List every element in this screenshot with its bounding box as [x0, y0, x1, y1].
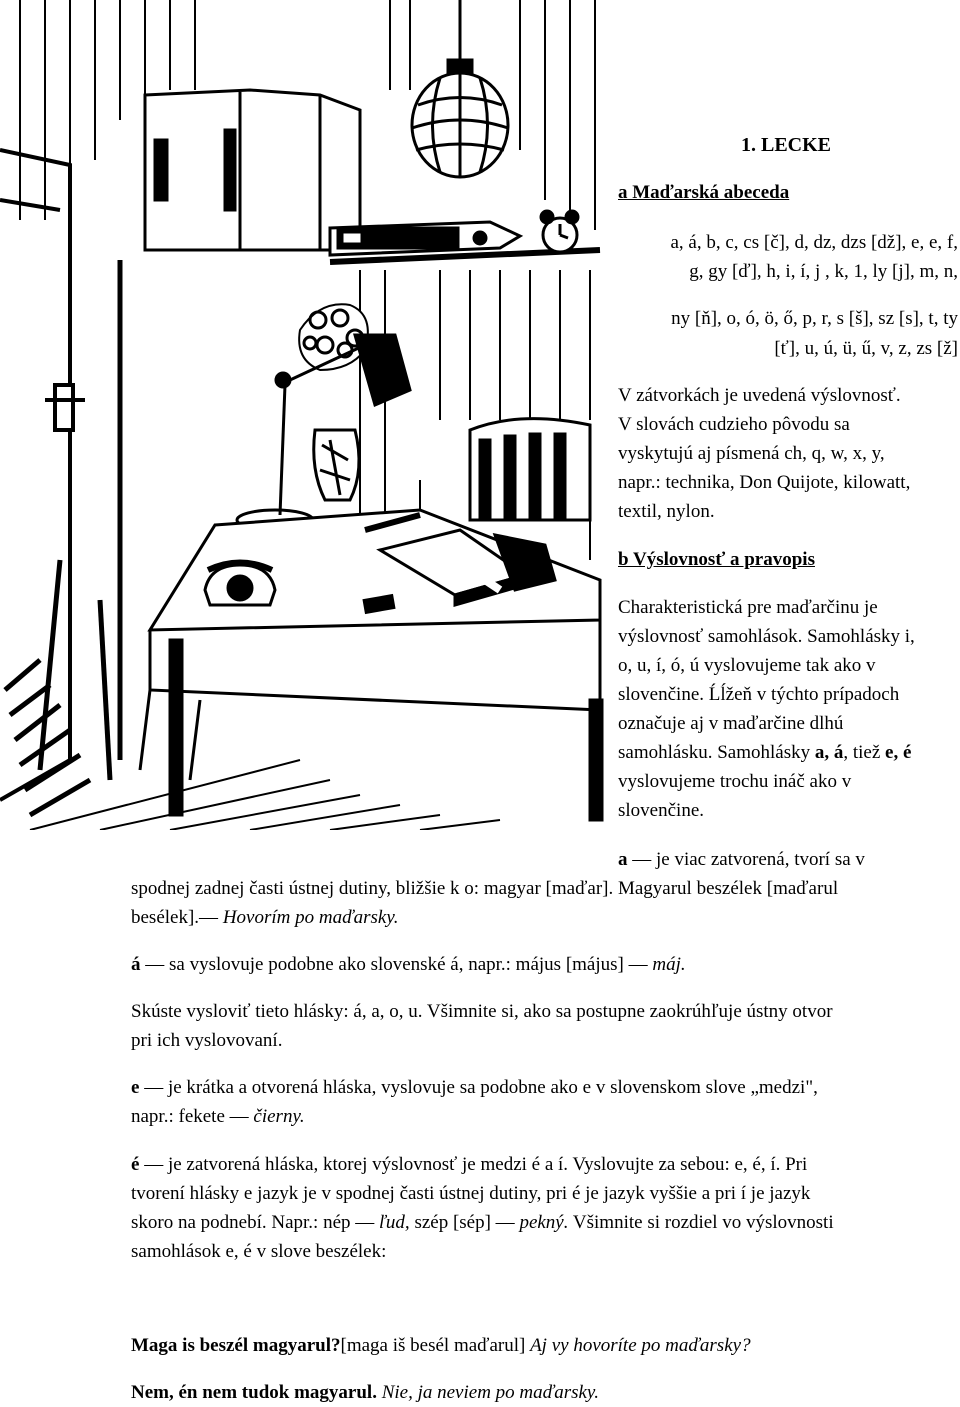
- chair: [470, 419, 590, 520]
- dialog-question: Maga is beszél magyarul?[maga iš besél maďarul] Aj vy hovoríte po maďarsky?: [131, 1335, 751, 1356]
- door: [0, 150, 85, 800]
- kitchen-illustration: [0, 0, 615, 830]
- door-stripes: [40, 260, 120, 780]
- para-ee-line-4: samohlások e, é v slove beszélek:: [131, 1241, 387, 1262]
- para-aa: á — sa vyslovuje podobne ako slovenské á, napr.: május [május] — máj.: [131, 954, 686, 975]
- section-b-heading: b Výslovnosť a pravopis: [618, 549, 815, 570]
- para-a-line-2: spodnej zadnej časti ústnej dutiny, bližšie k o: magyar [maďar]. Magyarul beszélek [maďarul: [131, 878, 839, 899]
- note-line: V slovách cudzieho pôvodu sa: [618, 414, 850, 435]
- para-e-line-2: napr.: fekete — čierny.: [131, 1106, 305, 1127]
- b-text-line: vyslovujeme trochu ináč ako v: [618, 771, 852, 792]
- alphabet-line-2: g, gy [ď], h, i, í, j , k, 1, ly [j], m, n,: [689, 261, 958, 282]
- telephone: [205, 563, 275, 606]
- note-line: V zátvorkách je uvedená výslovnosť.: [618, 385, 901, 406]
- para-e-line-1: e — je krátka a otvorená hláska, vyslovuje sa podobne ako e v slovenskom slove „medzi",: [131, 1077, 818, 1098]
- para-a-line-1: a — je viac zatvorená, tvorí sa v: [618, 849, 865, 870]
- note-line: napr.: technika, Don Quijote, kilowatt,: [618, 472, 911, 493]
- b-text-line: slovenčine.: [618, 800, 705, 821]
- b-text-line: označuje aj v maďarčine dlhú: [618, 713, 844, 734]
- hanging-lamp: [412, 0, 508, 177]
- para-try-line-1: Skúste vysloviť tieto hlásky: á, a, o, u. Všimnite si, ako sa postupne zaokrúhľuje ústny otvor: [131, 1001, 833, 1022]
- section-a-heading: a Maďarská abeceda: [618, 182, 790, 203]
- alarm-clock: [541, 211, 578, 252]
- b-text-line: výslovnosť samohlások. Samohlásky i,: [618, 626, 915, 647]
- alphabet-line-4: [ť], u, ú, ü, ű, v, z, zs [ž]: [774, 338, 958, 359]
- para-ee-line-3: skoro na podnebí. Napr.: nép — ľud, szép [sép] — pekný. Všimnite si rozdiel vo výslovnosti: [131, 1212, 834, 1233]
- b-text-line: slovenčine. Ĺĺžeň v týchto prípadoch: [618, 684, 900, 705]
- b-text-line: o, u, í, ó, ú vyslovujeme tak ako v: [618, 655, 876, 676]
- dialog-answer: Nem, én nem tudok magyarul. Nie, ja neviem po maďarsky.: [131, 1382, 600, 1403]
- para-ee-line-1: é — je zatvorená hláska, ktorej výslovnosť je medzi é a í. Vyslovujte za sebou: e, é, í. Pri: [131, 1154, 808, 1175]
- lesson-title: 1. LECKE: [741, 134, 832, 156]
- alphabet-line-1: a, á, b, c, cs [č], d, dz, dzs [dž], e, e, f,: [670, 232, 958, 253]
- alphabet-line-3: ny [ň], o, ó, ö, ő, p, r, s [š], sz [s], t, ty: [671, 308, 958, 329]
- note-line: textil, nylon.: [618, 501, 715, 522]
- note-line: vyskytujú aj písmená ch, q, w, x, y,: [618, 443, 885, 464]
- floor: [30, 760, 500, 830]
- b-text-line: Charakteristická pre maďarčinu je: [618, 597, 878, 618]
- para-ee-line-2: tvorení hlásky e jazyk je v spodnej časti ústnej dutiny, pri é je jazyk vyššie a pri í je jazyk: [131, 1183, 811, 1204]
- para-a-line-3: besélek].— Hovorím po maďarsky.: [131, 907, 399, 928]
- refrigerator: [145, 90, 360, 250]
- b-text-line-vowels: samohlásku. Samohlásky a, á, tiež e, é: [618, 742, 912, 763]
- para-try-line-2: pri ich vyslovovaní.: [131, 1030, 283, 1051]
